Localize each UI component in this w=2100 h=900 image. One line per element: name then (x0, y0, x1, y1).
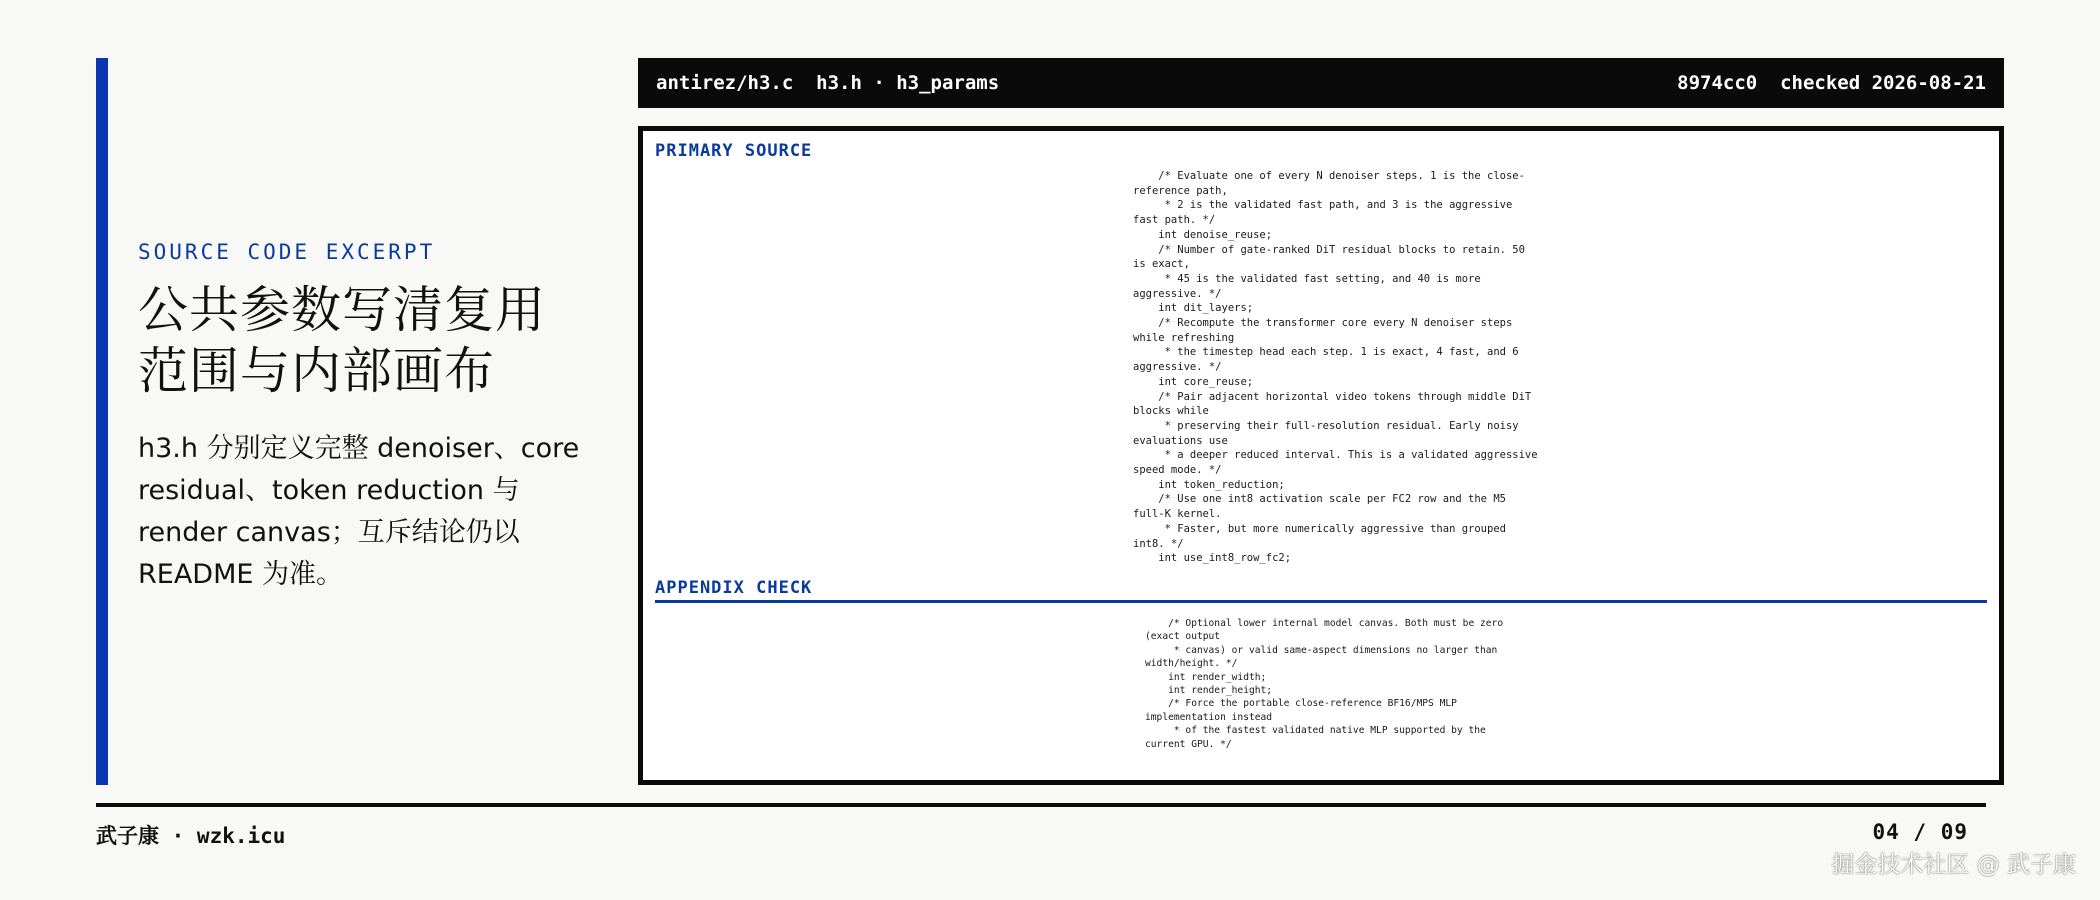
page-number: 04 / 09 (1872, 820, 1968, 844)
code-header-bar (638, 58, 2004, 108)
primary-source-label: PRIMARY SOURCE (655, 141, 813, 161)
slide-title-text: 公共参数写清复用 范围与内部画布 (138, 281, 546, 400)
accent-bar (96, 58, 108, 785)
code-source-path: antirez/h3.c h3.h · h3_params (656, 72, 1000, 94)
code-panel (638, 126, 2004, 785)
slide-intro (138, 240, 588, 596)
primary-source-code: /* Evaluate one of every N denoiser steps. 1 is the close- reference path, * 2 is the validated fast path, and 3 is the aggressive fast path. */ int denoise_reuse; /* Number of gate-ranked DiT residual blocks to retain. 50 is exact, * 45 is the validated fast setting, and 40 is more aggressive. */ int dit_layers; /* Recompute the transformer core every N denoiser steps while refreshing * the timestep head each step. 1 is exact, 4 fast, and 6 aggressive. */ int core_reuse; /* Pair adjacent horizontal video tokens through middle DiT blocks while * preserving their full-resolution residual. Early noisy evaluations use * a deeper reduced interval. This is a validated aggressive speed mode. */ int token_reduction; /* Use one int8 activation scale per FC2 row and the M5 full-K kernel. * Faster, but more numerically aggressive than grouped int8. */ int use_int8_row_fc2; (1133, 170, 1538, 565)
footer-author: 武子康 · wzk.icu (96, 824, 286, 848)
appendix-code: /* Optional lower internal model canvas. Both must be zero (exact output * canvas) or valid same-aspect dimensions no larger than width/height. */ int render_width; int render_height; /* Force the portable close-reference BF16/MPS MLP implementation instead * of the fastest validated native MLP supported by the current GPU. */ (1145, 617, 1504, 750)
appendix-check-label: APPENDIX CHECK (655, 577, 813, 598)
section-kicker: SOURCE CODE EXCERPT (138, 240, 436, 264)
slide-title (138, 280, 588, 402)
footer-divider (96, 803, 1986, 807)
slide-description: h3.h 分别定义完整 denoiser、core residual、token reduction 与 render canvas；互斥结论仍以 README 为准。 (138, 433, 580, 590)
watermark: 掘金技术社区 @ 武子康 (1831, 852, 2076, 878)
code-commit-info: 8974cc0 checked 2026-08-21 (1677, 72, 1986, 94)
appendix-divider (655, 600, 1987, 603)
